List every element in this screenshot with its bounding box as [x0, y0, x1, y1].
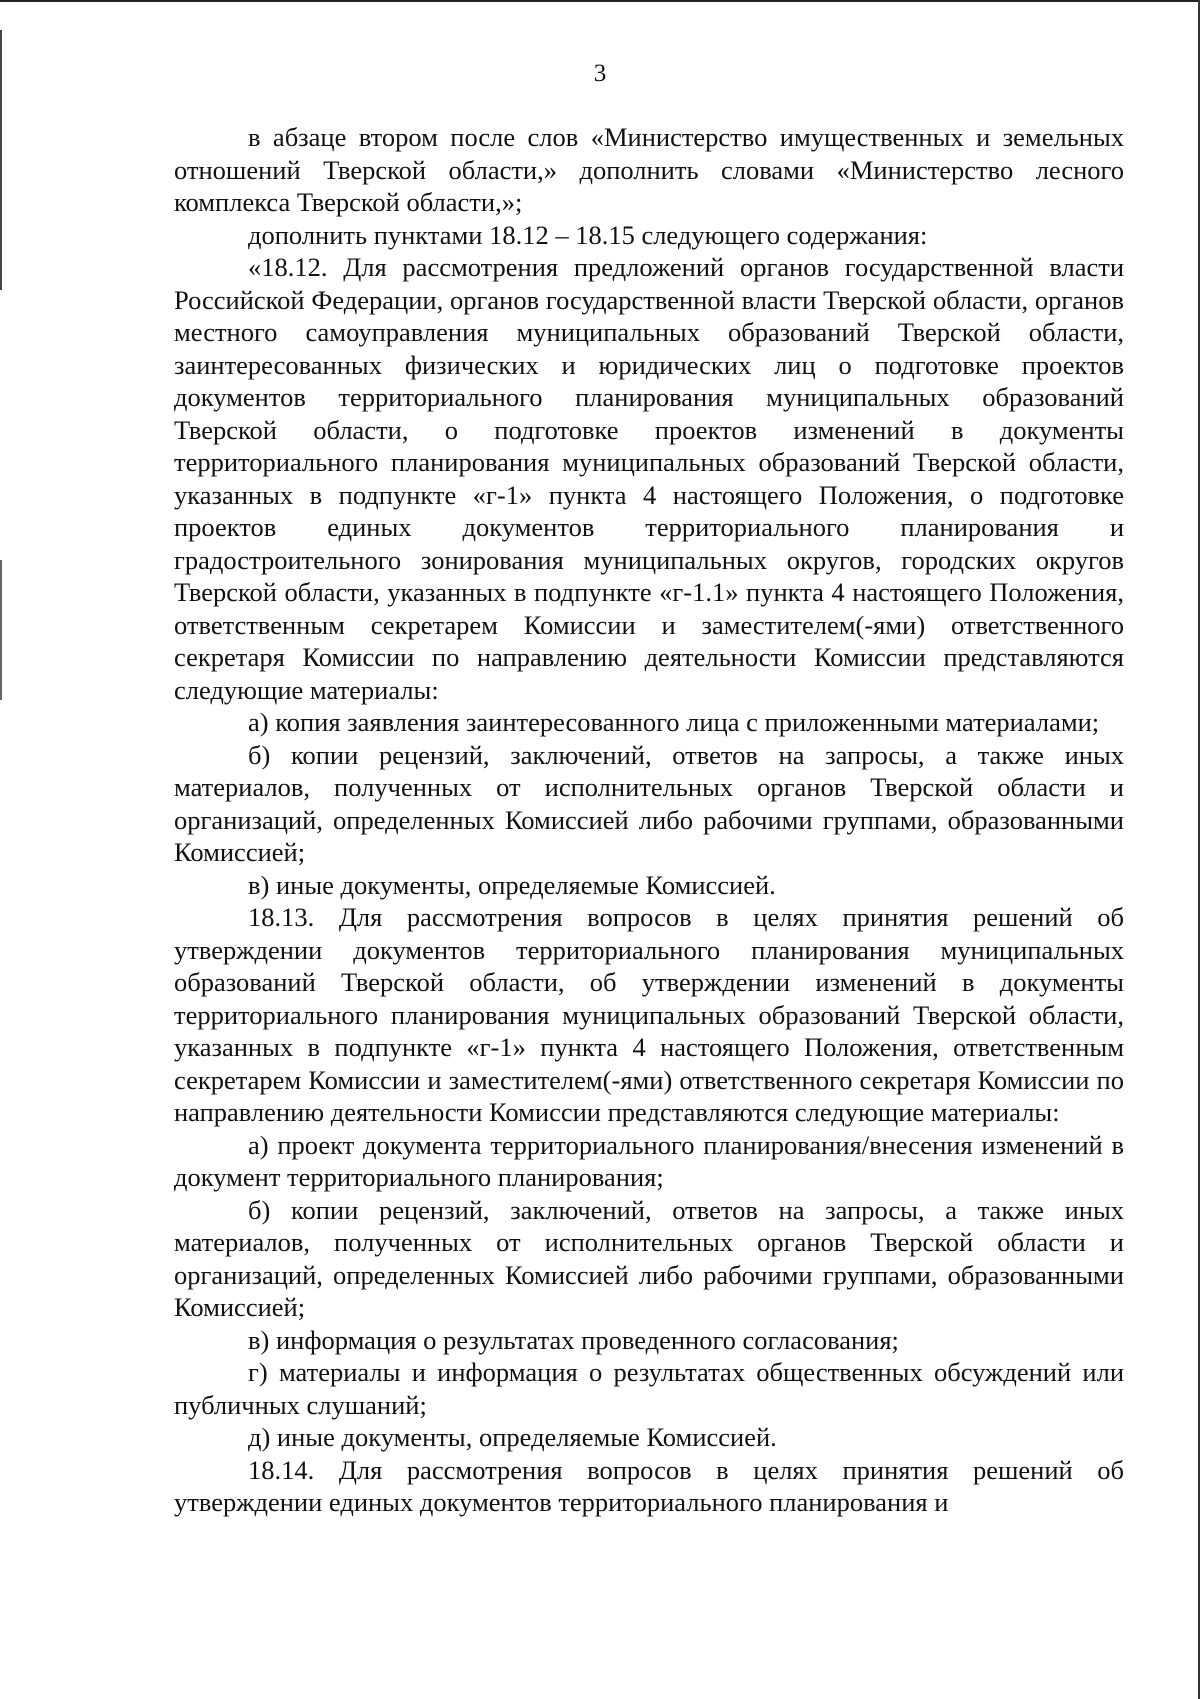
list-item-18-13-g: г) материалы и информация о результатах общественных обсуждений или публичных слушаний;	[174, 1357, 1124, 1420]
list-item-18-13-a: а) проект документа территориального планирования/внесения изменений в документ территориального планирования;	[174, 1129, 1124, 1192]
list-item-18-13-v: в) информация о результатах проведенного согласования;	[248, 1324, 899, 1355]
paragraph-amendment-intro: в абзаце втором после слов «Министерство имущественных и земельных отношений Тверской области,» дополнить словами «Министерство лесного комплекса Тверской области,»;	[174, 122, 1124, 217]
paragraph-18-13: 18.13. Для рассмотрения вопросов в целях принятия решений об утверждении документов территориального планирования муниципальных образований Тверской области, об утверждении изменений в документы территориального планирования муниципальных образований Тверской области, указанных в подпункте «г-1» пункта 4 настоящего Положения, ответственным секретарем Комиссии и заместителем(-ями) ответственного секретаря Комиссии по направлению деятельности Комиссии представляются следующие материалы:	[174, 902, 1124, 1127]
scan-border-left-lower	[0, 560, 2, 700]
page-number: 3	[593, 60, 607, 87]
paragraph-18-12: «18.12. Для рассмотрения предложений органов государственной власти Российской Федерации, органов государственной власти Тверской области, органов местного самоуправления муниципальных образований Тверской области, заинтересованных физических и юридических лиц о подготовке проектов документов территориального планирования муниципальных образований Тверской области, о подготовке проектов изменений в документы территориального планирования муниципальных образований Тверской области, указанных в подпункте «г-1» пункта 4 настоящего Положения, о подготовке проектов единых документов территориального планирования и градостроительного зонирования муниципальных округов, городских округов Тверской области, указанных в подпункте «г-1.1» пункта 4 настоящего Положения, ответственным секретарем Комиссии и заместителем(-ями) ответственного секретаря Комиссии по направлению деятельности Комиссии представляются следующие материалы:	[174, 252, 1124, 705]
list-item-18-13-d: д) иные документы, определяемые Комиссией.	[248, 1422, 777, 1452]
list-item-18-12-b: б) копии рецензий, заключений, ответов на запросы, а также иных материалов, полученных от исполнительных органов Тверской области и организаций, определенных Комиссией либо рабочими группами, образованными Комиссией;	[174, 739, 1124, 867]
list-item-18-12-v: в) иные документы, определяемые Комиссией.	[248, 869, 776, 900]
scan-border-top	[0, 0, 1200, 2]
document-body	[174, 121, 1124, 1519]
list-item-18-13-b: б) копии рецензий, заключений, ответов на запросы, а также иных материалов, полученных от исполнительных органов Тверской области и организаций, определенных Комиссией либо рабочими группами, образованными Комиссией;	[174, 1194, 1124, 1322]
list-item-18-12-a: а) копия заявления заинтересованного лица с приложенными материалами;	[248, 707, 1100, 737]
paragraph-18-14: 18.14. Для рассмотрения вопросов в целях принятия решений об утверждении единых документов территориального планирования и	[174, 1454, 1124, 1517]
paragraph-add-items: дополнить пунктами 18.12 – 18.15 следующего содержания:	[248, 219, 928, 250]
